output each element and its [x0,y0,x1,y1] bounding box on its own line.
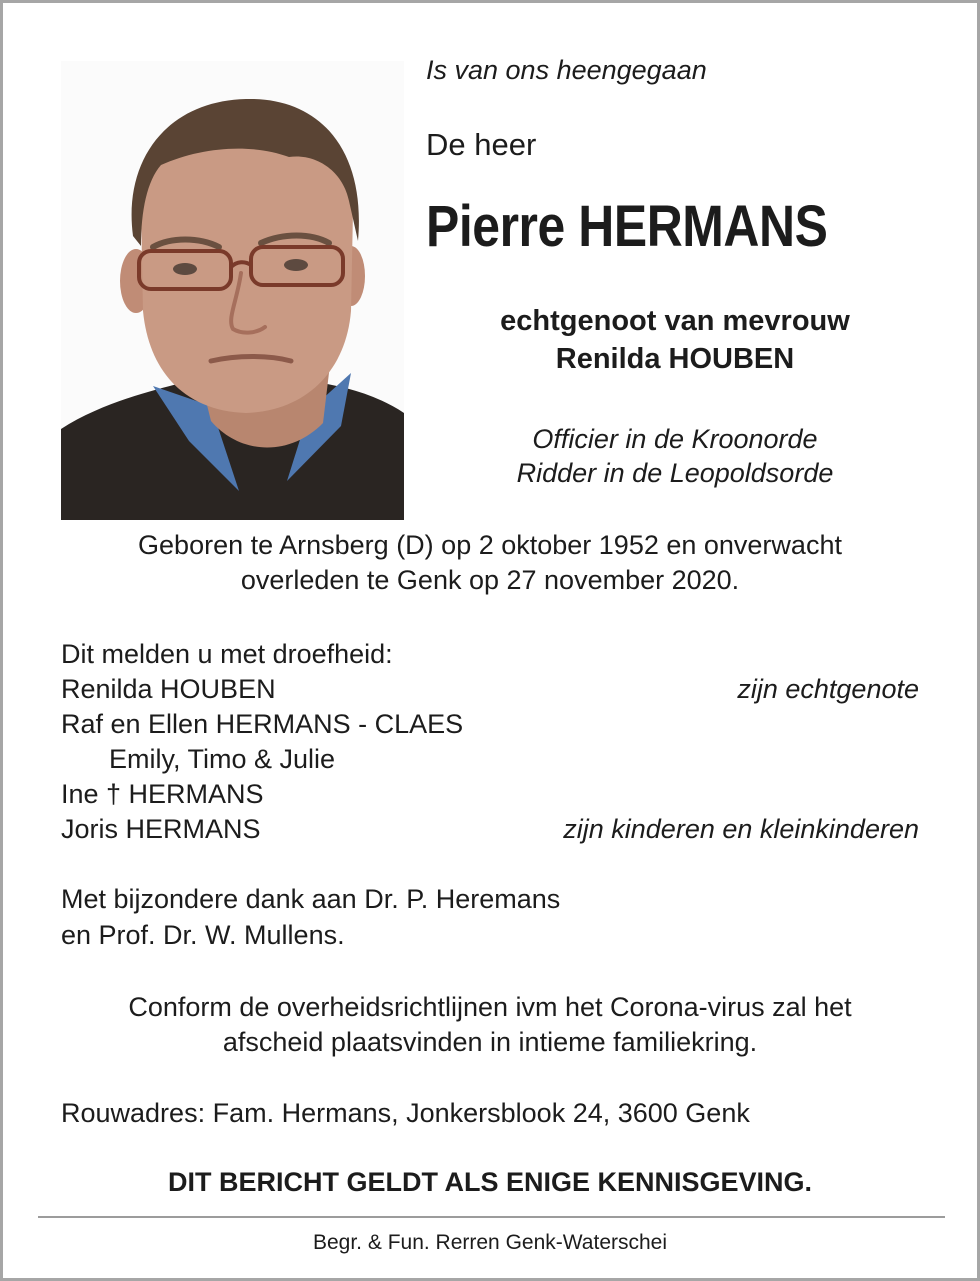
mourners-heading: Dit melden u met droefheid: [61,639,393,669]
honorific: De heer [426,127,537,162]
thanks-line-2: en Prof. Dr. W. Mullens. [61,920,345,950]
mourning-address: Rouwadres: Fam. Hermans, Jonkersblook 24, 3600 Genk [61,1098,750,1128]
portrait-photo [61,61,404,520]
mourner-name: Renilda HOUBEN [61,674,276,704]
corona-line-1: Conform de overheidsrichtlijnen ivm het Corona-virus zal het [128,992,852,1022]
spouse-line-2: Renilda HOUBEN [555,343,795,375]
birth-death-line-2: overleden te Genk op 27 november 2020. [240,565,740,595]
thanks-line-1: Met bijzondere dank aan Dr. P. Heremans [61,884,561,914]
portrait-image [61,61,404,520]
mourner-grandchildren: Emily, Timo & Julie [109,744,336,774]
funeral-director: Begr. & Fun. Rerren Genk-Waterschei [312,1231,668,1254]
honor-line-2: Ridder in de Leopoldsorde [516,458,834,488]
mourner-name: Raf en Ellen HERMANS - CLAES [61,709,464,739]
mourner-relation: zijn echtgenote [737,674,919,704]
deceased-name: Pierre HERMANS [426,194,828,259]
mourner-name: Joris HERMANS [61,814,261,844]
intro-text: Is van ons heengegaan [426,55,707,85]
sole-notice-statement: DIT BERICHT GELDT ALS ENIGE KENNISGEVING. [167,1167,813,1197]
corona-line-2: afscheid plaatsvinden in intieme familiekring. [222,1027,758,1057]
mourner-relation: zijn kinderen en kleinkinderen [563,814,919,844]
footer-divider [38,1216,945,1218]
honor-line-1: Officier in de Kroonorde [532,424,818,454]
spouse-line-1: echtgenoot van mevrouw [500,305,850,337]
mourner-name: Ine † HERMANS [61,779,264,809]
birth-death-line-1: Geboren te Arnsberg (D) op 2 oktober 1952 en onverwacht [138,530,842,560]
